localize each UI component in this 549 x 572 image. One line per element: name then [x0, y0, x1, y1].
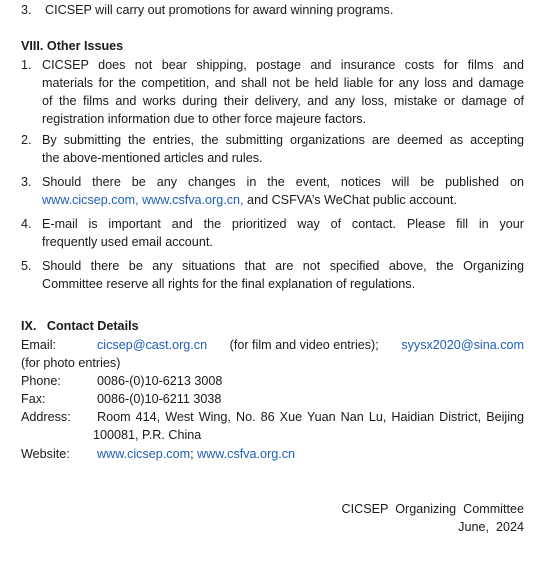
item-number: 1. [21, 58, 32, 72]
item-number: 2. [21, 133, 32, 147]
item-number: 3. [21, 175, 32, 189]
phone-label: Phone: [21, 374, 61, 388]
website-link-cicsep[interactable]: www.cicsep.com [97, 447, 191, 461]
section-heading-other-issues: VIII. Other Issues [21, 39, 124, 53]
email-link-photo[interactable]: syysx2020@sina.com [401, 338, 524, 352]
item-line: Should there be any situations that are not specified above, the Organizing [42, 259, 524, 273]
phone-value: 0086-(0)10-6213 3008 [97, 374, 223, 388]
item-line: E-mail is important and the prioritized way of contact. Please fill in your [42, 217, 524, 231]
website-link-csfva[interactable]: www.csfva.org.cn [197, 447, 296, 461]
item-number: 5. [21, 259, 32, 273]
item-line: By submitting the entries, the submitting organizations are deemed as accepting [42, 133, 524, 147]
item-line: CICSEP does not bear shipping, postage and insurance costs for films and [42, 58, 524, 72]
item-line: materials for the competition, and shall not be held liable for any loss and damage [42, 76, 524, 90]
item-line: the above-mentioned articles and rules. [42, 151, 263, 165]
item-line: Should there be any changes in the event, notices will be published on [42, 175, 524, 189]
website-label: Website: [21, 447, 70, 461]
email-label: Email: [21, 338, 56, 352]
email-line [97, 336, 524, 354]
email-photo-note: (for photo entries) [21, 356, 121, 370]
promotion-item [21, 1, 393, 19]
item-number: 3. [21, 3, 32, 17]
address-label: Address: [21, 410, 71, 424]
fax-label: Fax: [21, 392, 46, 406]
signature-organization: CICSEP Organizing Committee [341, 502, 524, 516]
signature-date: June, 2024 [458, 520, 524, 534]
item-line: Committee reserve all rights for the final explanation of regulations. [42, 277, 416, 291]
website-links-line [97, 445, 295, 463]
address-line-2: 100081, P.R. China [93, 428, 202, 442]
email-link-film[interactable]: cicsep@cast.org.cn [97, 338, 208, 352]
item-line: registration information due to other force majeure factors. [42, 112, 367, 126]
item-line [42, 191, 524, 209]
section-heading-contact-details: IX. Contact Details [21, 319, 139, 333]
website-links[interactable]: www.cicsep.com, www.csfva.org.cn, [42, 193, 244, 207]
item-line-rest: and CSFVA’s WeChat public account. [243, 193, 457, 207]
item-line: of the films and works during their delivery, and any loss, mistake or damage of [42, 94, 524, 108]
fax-value: 0086-(0)10-6211 3038 [97, 392, 222, 406]
website-separator: ; [190, 447, 194, 461]
item-text: CICSEP will carry out promotions for award winning programs. [45, 3, 394, 17]
item-line: frequently used email account. [42, 235, 213, 249]
item-number: 4. [21, 217, 32, 231]
email-film-note: (for film and video entries); [229, 338, 379, 352]
address-line-1: Room 414, West Wing, No. 86 Xue Yuan Nan Lu, Haidian District, Beijing [97, 410, 524, 424]
